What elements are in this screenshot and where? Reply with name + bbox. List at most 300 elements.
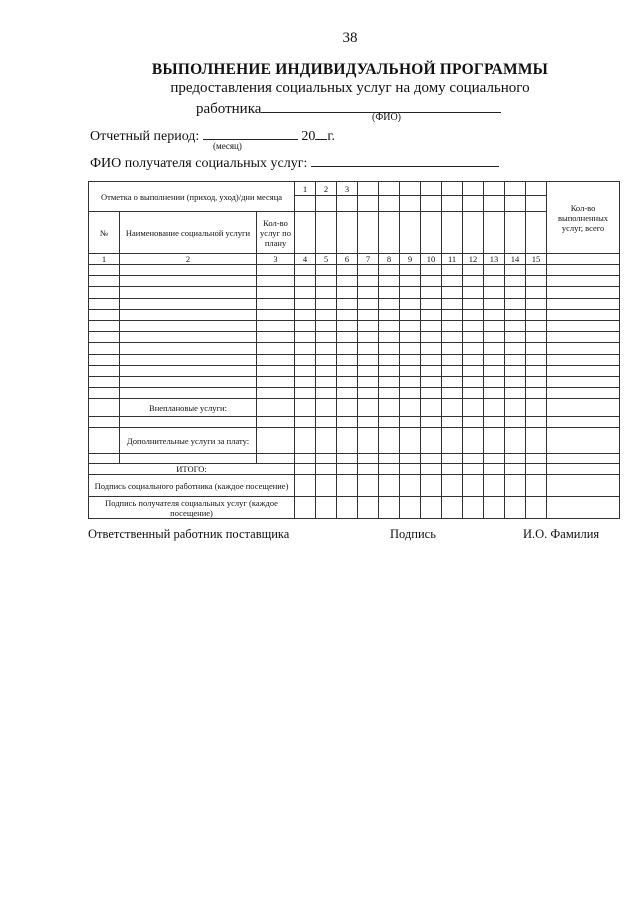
total-cell[interactable] xyxy=(547,475,620,497)
day-cell[interactable] xyxy=(316,309,337,320)
day-cell[interactable] xyxy=(421,320,442,331)
day-cell[interactable] xyxy=(316,376,337,387)
day-cell[interactable] xyxy=(421,388,442,399)
header-day-cell xyxy=(505,212,526,254)
total-cell[interactable] xyxy=(547,428,620,454)
day-cell[interactable] xyxy=(400,497,421,519)
total-cell[interactable] xyxy=(547,276,620,287)
total-cell[interactable] xyxy=(547,399,620,417)
day-cell[interactable] xyxy=(526,464,547,475)
recipient-name-blank[interactable] xyxy=(311,152,499,167)
day-cell[interactable] xyxy=(295,265,316,276)
day-cell[interactable] xyxy=(316,417,337,428)
day-cell[interactable] xyxy=(337,464,358,475)
day-cell[interactable] xyxy=(442,320,463,331)
col-number: 9 xyxy=(400,254,421,265)
day-cell[interactable] xyxy=(526,399,547,417)
day-cell[interactable] xyxy=(484,428,505,454)
day-cell[interactable] xyxy=(463,265,484,276)
no-cell[interactable] xyxy=(89,287,120,298)
day-cell[interactable] xyxy=(421,276,442,287)
day-cell[interactable] xyxy=(379,428,400,454)
day-cell[interactable] xyxy=(295,298,316,309)
day-cell[interactable] xyxy=(421,298,442,309)
service-name-cell[interactable] xyxy=(120,365,257,376)
day-cell[interactable] xyxy=(337,265,358,276)
day-cell[interactable] xyxy=(526,365,547,376)
no-cell[interactable] xyxy=(89,265,120,276)
day-cell[interactable] xyxy=(358,464,379,475)
day-cell[interactable] xyxy=(505,354,526,365)
no-cell[interactable] xyxy=(89,354,120,365)
day-cell[interactable] xyxy=(421,376,442,387)
day-cell[interactable] xyxy=(421,399,442,417)
day-cell[interactable] xyxy=(295,365,316,376)
day-cell[interactable] xyxy=(337,475,358,497)
day-cell[interactable] xyxy=(484,309,505,320)
total-cell[interactable] xyxy=(547,287,620,298)
day-cell[interactable] xyxy=(337,320,358,331)
day-cell[interactable] xyxy=(316,332,337,343)
day-cell[interactable] xyxy=(379,399,400,417)
day-cell[interactable] xyxy=(316,276,337,287)
day-cell[interactable] xyxy=(505,276,526,287)
total-cell[interactable] xyxy=(547,343,620,354)
day-cell[interactable] xyxy=(442,428,463,454)
day-cell[interactable] xyxy=(526,343,547,354)
day-cell[interactable] xyxy=(337,354,358,365)
day-cell[interactable] xyxy=(421,265,442,276)
day-cell[interactable] xyxy=(484,497,505,519)
day-cell[interactable] xyxy=(442,343,463,354)
day-cell[interactable] xyxy=(400,388,421,399)
day-cell[interactable] xyxy=(421,365,442,376)
day-cell[interactable] xyxy=(379,309,400,320)
day-cell[interactable] xyxy=(358,343,379,354)
day-cell[interactable] xyxy=(463,428,484,454)
service-name-cell[interactable] xyxy=(120,388,257,399)
total-cell[interactable] xyxy=(547,365,620,376)
no-cell[interactable] xyxy=(89,454,120,464)
day-cell[interactable] xyxy=(358,475,379,497)
day-cell[interactable] xyxy=(358,265,379,276)
total-cell[interactable] xyxy=(547,417,620,428)
day-cell[interactable] xyxy=(484,354,505,365)
day-cell[interactable] xyxy=(484,332,505,343)
day-cell[interactable] xyxy=(358,454,379,464)
day-cell[interactable] xyxy=(463,417,484,428)
day-cell[interactable] xyxy=(316,320,337,331)
day-cell[interactable] xyxy=(295,417,316,428)
day-cell[interactable] xyxy=(379,276,400,287)
day-cell[interactable] xyxy=(505,309,526,320)
day-cell[interactable] xyxy=(526,320,547,331)
day-cell[interactable] xyxy=(421,287,442,298)
day-cell[interactable] xyxy=(463,309,484,320)
day-cell[interactable] xyxy=(421,464,442,475)
day-cell[interactable] xyxy=(295,343,316,354)
day-cell[interactable] xyxy=(442,464,463,475)
day-cell[interactable] xyxy=(505,376,526,387)
day-cell[interactable] xyxy=(379,417,400,428)
plan-cell[interactable] xyxy=(257,320,295,331)
day-cell[interactable] xyxy=(484,320,505,331)
total-cell[interactable] xyxy=(547,497,620,519)
plan-cell[interactable] xyxy=(257,454,295,464)
day-cell[interactable] xyxy=(358,320,379,331)
service-name-cell[interactable] xyxy=(120,298,257,309)
day-cell[interactable] xyxy=(379,343,400,354)
day-cell[interactable] xyxy=(379,454,400,464)
day-cell[interactable] xyxy=(442,417,463,428)
service-name-cell[interactable] xyxy=(120,287,257,298)
day-cell[interactable] xyxy=(484,276,505,287)
day-cell[interactable] xyxy=(421,417,442,428)
day-cell[interactable] xyxy=(337,388,358,399)
plan-cell[interactable] xyxy=(257,417,295,428)
day-cell[interactable] xyxy=(526,287,547,298)
day-cell[interactable] xyxy=(526,428,547,454)
day-cell[interactable] xyxy=(337,332,358,343)
day-cell[interactable] xyxy=(337,497,358,519)
day-cell[interactable] xyxy=(337,417,358,428)
day-cell[interactable] xyxy=(505,332,526,343)
day-cell[interactable] xyxy=(484,365,505,376)
total-cell[interactable] xyxy=(547,464,620,475)
day-cell[interactable] xyxy=(400,276,421,287)
day-cell[interactable] xyxy=(400,475,421,497)
day-cell[interactable] xyxy=(484,475,505,497)
day-cell[interactable] xyxy=(316,287,337,298)
plan-cell[interactable] xyxy=(257,365,295,376)
day-cell[interactable] xyxy=(379,475,400,497)
total-cell[interactable] xyxy=(547,265,620,276)
day-cell[interactable] xyxy=(526,417,547,428)
day-cell[interactable] xyxy=(295,376,316,387)
day-cell[interactable] xyxy=(316,354,337,365)
plan-cell[interactable] xyxy=(257,354,295,365)
day-cell[interactable] xyxy=(295,497,316,519)
total-cell[interactable] xyxy=(547,309,620,320)
day-cell[interactable] xyxy=(337,399,358,417)
day-cell[interactable] xyxy=(463,276,484,287)
day-cell[interactable] xyxy=(295,475,316,497)
day-cell[interactable] xyxy=(400,287,421,298)
day-cell[interactable] xyxy=(337,365,358,376)
plan-cell[interactable] xyxy=(257,276,295,287)
day-cell[interactable] xyxy=(484,464,505,475)
day-cell[interactable] xyxy=(421,454,442,464)
day-cell[interactable] xyxy=(379,497,400,519)
day-cell[interactable] xyxy=(337,376,358,387)
day-cell[interactable] xyxy=(442,309,463,320)
day-cell[interactable] xyxy=(358,365,379,376)
day-cell[interactable] xyxy=(526,454,547,464)
day-cell[interactable] xyxy=(358,497,379,519)
day-cell[interactable] xyxy=(421,497,442,519)
day-cell[interactable] xyxy=(295,276,316,287)
day-cell[interactable] xyxy=(505,265,526,276)
plan-cell[interactable] xyxy=(257,287,295,298)
day-cell[interactable] xyxy=(358,388,379,399)
day-cell[interactable] xyxy=(295,454,316,464)
day-cell[interactable] xyxy=(442,475,463,497)
day-cell[interactable] xyxy=(295,388,316,399)
day-cell[interactable] xyxy=(421,428,442,454)
day-cell[interactable] xyxy=(463,454,484,464)
day-cell[interactable] xyxy=(358,287,379,298)
day-cell[interactable] xyxy=(463,399,484,417)
day-cell[interactable] xyxy=(358,376,379,387)
day-cell[interactable] xyxy=(400,399,421,417)
no-cell[interactable] xyxy=(89,428,120,454)
day-cell[interactable] xyxy=(316,388,337,399)
day-cell[interactable] xyxy=(337,276,358,287)
no-cell[interactable] xyxy=(89,399,120,417)
day-cell[interactable] xyxy=(442,399,463,417)
day-cell[interactable] xyxy=(463,298,484,309)
day-cell[interactable] xyxy=(316,428,337,454)
no-cell[interactable] xyxy=(89,309,120,320)
day-cell[interactable] xyxy=(463,388,484,399)
day-cell[interactable] xyxy=(484,343,505,354)
day-cell[interactable] xyxy=(358,354,379,365)
day-cell[interactable] xyxy=(358,298,379,309)
day-cell[interactable] xyxy=(379,287,400,298)
day-cell[interactable] xyxy=(484,298,505,309)
day-cell[interactable] xyxy=(337,454,358,464)
day-cell[interactable] xyxy=(463,354,484,365)
day-cell[interactable] xyxy=(505,454,526,464)
day-cell[interactable] xyxy=(505,417,526,428)
plan-cell[interactable] xyxy=(257,298,295,309)
day-cell[interactable] xyxy=(337,343,358,354)
total-cell[interactable] xyxy=(547,388,620,399)
service-name-cell[interactable] xyxy=(120,265,257,276)
year-blank[interactable] xyxy=(315,125,327,140)
day-cell[interactable] xyxy=(379,376,400,387)
day-cell[interactable] xyxy=(484,417,505,428)
no-cell[interactable] xyxy=(89,298,120,309)
no-cell[interactable] xyxy=(89,365,120,376)
day-cell[interactable] xyxy=(295,464,316,475)
total-cell[interactable] xyxy=(547,454,620,464)
day-cell[interactable] xyxy=(484,388,505,399)
total-cell[interactable] xyxy=(547,332,620,343)
day-cell[interactable] xyxy=(526,332,547,343)
no-cell[interactable] xyxy=(89,332,120,343)
day-cell[interactable] xyxy=(484,376,505,387)
day-cell[interactable] xyxy=(505,497,526,519)
header-day-cell xyxy=(400,182,421,196)
day-cell[interactable] xyxy=(463,497,484,519)
no-cell[interactable] xyxy=(89,417,120,428)
day-cell[interactable] xyxy=(316,464,337,475)
total-cell[interactable] xyxy=(547,320,620,331)
day-cell[interactable] xyxy=(400,454,421,464)
day-cell[interactable] xyxy=(358,332,379,343)
plan-cell[interactable] xyxy=(257,376,295,387)
total-cell[interactable] xyxy=(547,376,620,387)
plan-cell[interactable] xyxy=(257,265,295,276)
day-cell[interactable] xyxy=(400,343,421,354)
day-cell[interactable] xyxy=(526,475,547,497)
day-cell[interactable] xyxy=(442,265,463,276)
day-cell[interactable] xyxy=(484,265,505,276)
day-cell[interactable] xyxy=(400,354,421,365)
day-cell[interactable] xyxy=(463,464,484,475)
day-cell[interactable] xyxy=(358,309,379,320)
plan-cell[interactable] xyxy=(257,343,295,354)
service-name-cell[interactable] xyxy=(120,343,257,354)
day-cell[interactable] xyxy=(337,309,358,320)
day-cell[interactable] xyxy=(526,376,547,387)
day-cell[interactable] xyxy=(358,276,379,287)
day-cell[interactable] xyxy=(358,428,379,454)
day-cell[interactable] xyxy=(442,497,463,519)
day-cell[interactable] xyxy=(400,428,421,454)
day-cell[interactable] xyxy=(316,298,337,309)
worker-name-blank[interactable] xyxy=(261,98,501,113)
day-cell[interactable] xyxy=(505,399,526,417)
day-cell[interactable] xyxy=(295,428,316,454)
day-cell[interactable] xyxy=(358,417,379,428)
day-cell[interactable] xyxy=(442,298,463,309)
day-cell[interactable] xyxy=(400,376,421,387)
day-cell[interactable] xyxy=(316,454,337,464)
plan-cell[interactable] xyxy=(257,388,295,399)
day-cell[interactable] xyxy=(295,287,316,298)
day-cell[interactable] xyxy=(442,276,463,287)
no-cell[interactable] xyxy=(89,388,120,399)
plan-cell[interactable] xyxy=(257,309,295,320)
day-cell[interactable] xyxy=(526,354,547,365)
day-cell[interactable] xyxy=(400,309,421,320)
day-cell[interactable] xyxy=(295,320,316,331)
plan-cell[interactable] xyxy=(257,332,295,343)
service-name-cell[interactable] xyxy=(120,454,257,464)
day-cell[interactable] xyxy=(316,265,337,276)
day-cell[interactable] xyxy=(295,399,316,417)
month-blank[interactable] xyxy=(203,125,298,140)
day-cell[interactable] xyxy=(463,287,484,298)
day-cell[interactable] xyxy=(337,287,358,298)
service-name-cell[interactable] xyxy=(120,354,257,365)
service-name-cell[interactable] xyxy=(120,276,257,287)
day-cell[interactable] xyxy=(505,320,526,331)
day-cell[interactable] xyxy=(505,464,526,475)
day-cell[interactable] xyxy=(505,343,526,354)
day-cell[interactable] xyxy=(442,376,463,387)
service-name-cell[interactable] xyxy=(120,332,257,343)
day-cell[interactable] xyxy=(442,365,463,376)
day-cell[interactable] xyxy=(379,354,400,365)
service-name-cell[interactable] xyxy=(120,309,257,320)
day-cell[interactable] xyxy=(484,399,505,417)
day-cell[interactable] xyxy=(526,309,547,320)
day-cell[interactable] xyxy=(379,332,400,343)
service-name-cell[interactable] xyxy=(120,376,257,387)
day-cell[interactable] xyxy=(400,320,421,331)
day-cell[interactable] xyxy=(421,332,442,343)
day-cell[interactable] xyxy=(526,497,547,519)
day-cell[interactable] xyxy=(400,417,421,428)
day-cell[interactable] xyxy=(316,475,337,497)
day-cell[interactable] xyxy=(505,287,526,298)
total-cell[interactable] xyxy=(547,354,620,365)
day-cell[interactable] xyxy=(463,320,484,331)
day-cell[interactable] xyxy=(337,428,358,454)
day-cell[interactable] xyxy=(379,365,400,376)
plan-cell[interactable] xyxy=(257,428,295,454)
day-cell[interactable] xyxy=(379,320,400,331)
day-cell[interactable] xyxy=(421,475,442,497)
total-cell[interactable] xyxy=(547,298,620,309)
day-cell[interactable] xyxy=(295,332,316,343)
day-cell[interactable] xyxy=(421,309,442,320)
day-cell[interactable] xyxy=(400,265,421,276)
day-cell[interactable] xyxy=(505,428,526,454)
day-cell[interactable] xyxy=(505,475,526,497)
day-cell[interactable] xyxy=(400,332,421,343)
day-cell[interactable] xyxy=(463,475,484,497)
day-cell[interactable] xyxy=(484,454,505,464)
day-cell[interactable] xyxy=(442,287,463,298)
service-name-cell[interactable] xyxy=(120,320,257,331)
no-cell[interactable] xyxy=(89,320,120,331)
day-cell[interactable] xyxy=(526,276,547,287)
day-cell[interactable] xyxy=(400,365,421,376)
day-cell[interactable] xyxy=(463,332,484,343)
day-cell[interactable] xyxy=(463,365,484,376)
day-cell[interactable] xyxy=(463,376,484,387)
no-cell[interactable] xyxy=(89,376,120,387)
day-cell[interactable] xyxy=(463,343,484,354)
day-cell[interactable] xyxy=(526,298,547,309)
day-cell[interactable] xyxy=(295,309,316,320)
plan-cell[interactable] xyxy=(257,399,295,417)
day-cell[interactable] xyxy=(505,365,526,376)
day-cell[interactable] xyxy=(379,298,400,309)
day-cell[interactable] xyxy=(505,388,526,399)
day-cell[interactable] xyxy=(526,388,547,399)
no-cell[interactable] xyxy=(89,343,120,354)
day-cell[interactable] xyxy=(316,497,337,519)
day-cell[interactable] xyxy=(316,343,337,354)
day-cell[interactable] xyxy=(442,388,463,399)
day-cell[interactable] xyxy=(442,332,463,343)
day-cell[interactable] xyxy=(379,388,400,399)
day-cell[interactable] xyxy=(505,298,526,309)
day-cell[interactable] xyxy=(316,399,337,417)
day-cell[interactable] xyxy=(337,298,358,309)
day-cell[interactable] xyxy=(442,454,463,464)
day-cell[interactable] xyxy=(526,265,547,276)
day-cell[interactable] xyxy=(421,354,442,365)
day-cell[interactable] xyxy=(400,298,421,309)
day-cell[interactable] xyxy=(358,399,379,417)
day-cell[interactable] xyxy=(379,464,400,475)
no-cell[interactable] xyxy=(89,276,120,287)
day-cell[interactable] xyxy=(400,464,421,475)
day-cell[interactable] xyxy=(421,343,442,354)
day-cell[interactable] xyxy=(484,287,505,298)
day-cell[interactable] xyxy=(442,354,463,365)
day-cell[interactable] xyxy=(316,365,337,376)
day-cell[interactable] xyxy=(379,265,400,276)
service-name-cell[interactable] xyxy=(120,417,257,428)
day-cell[interactable] xyxy=(295,354,316,365)
